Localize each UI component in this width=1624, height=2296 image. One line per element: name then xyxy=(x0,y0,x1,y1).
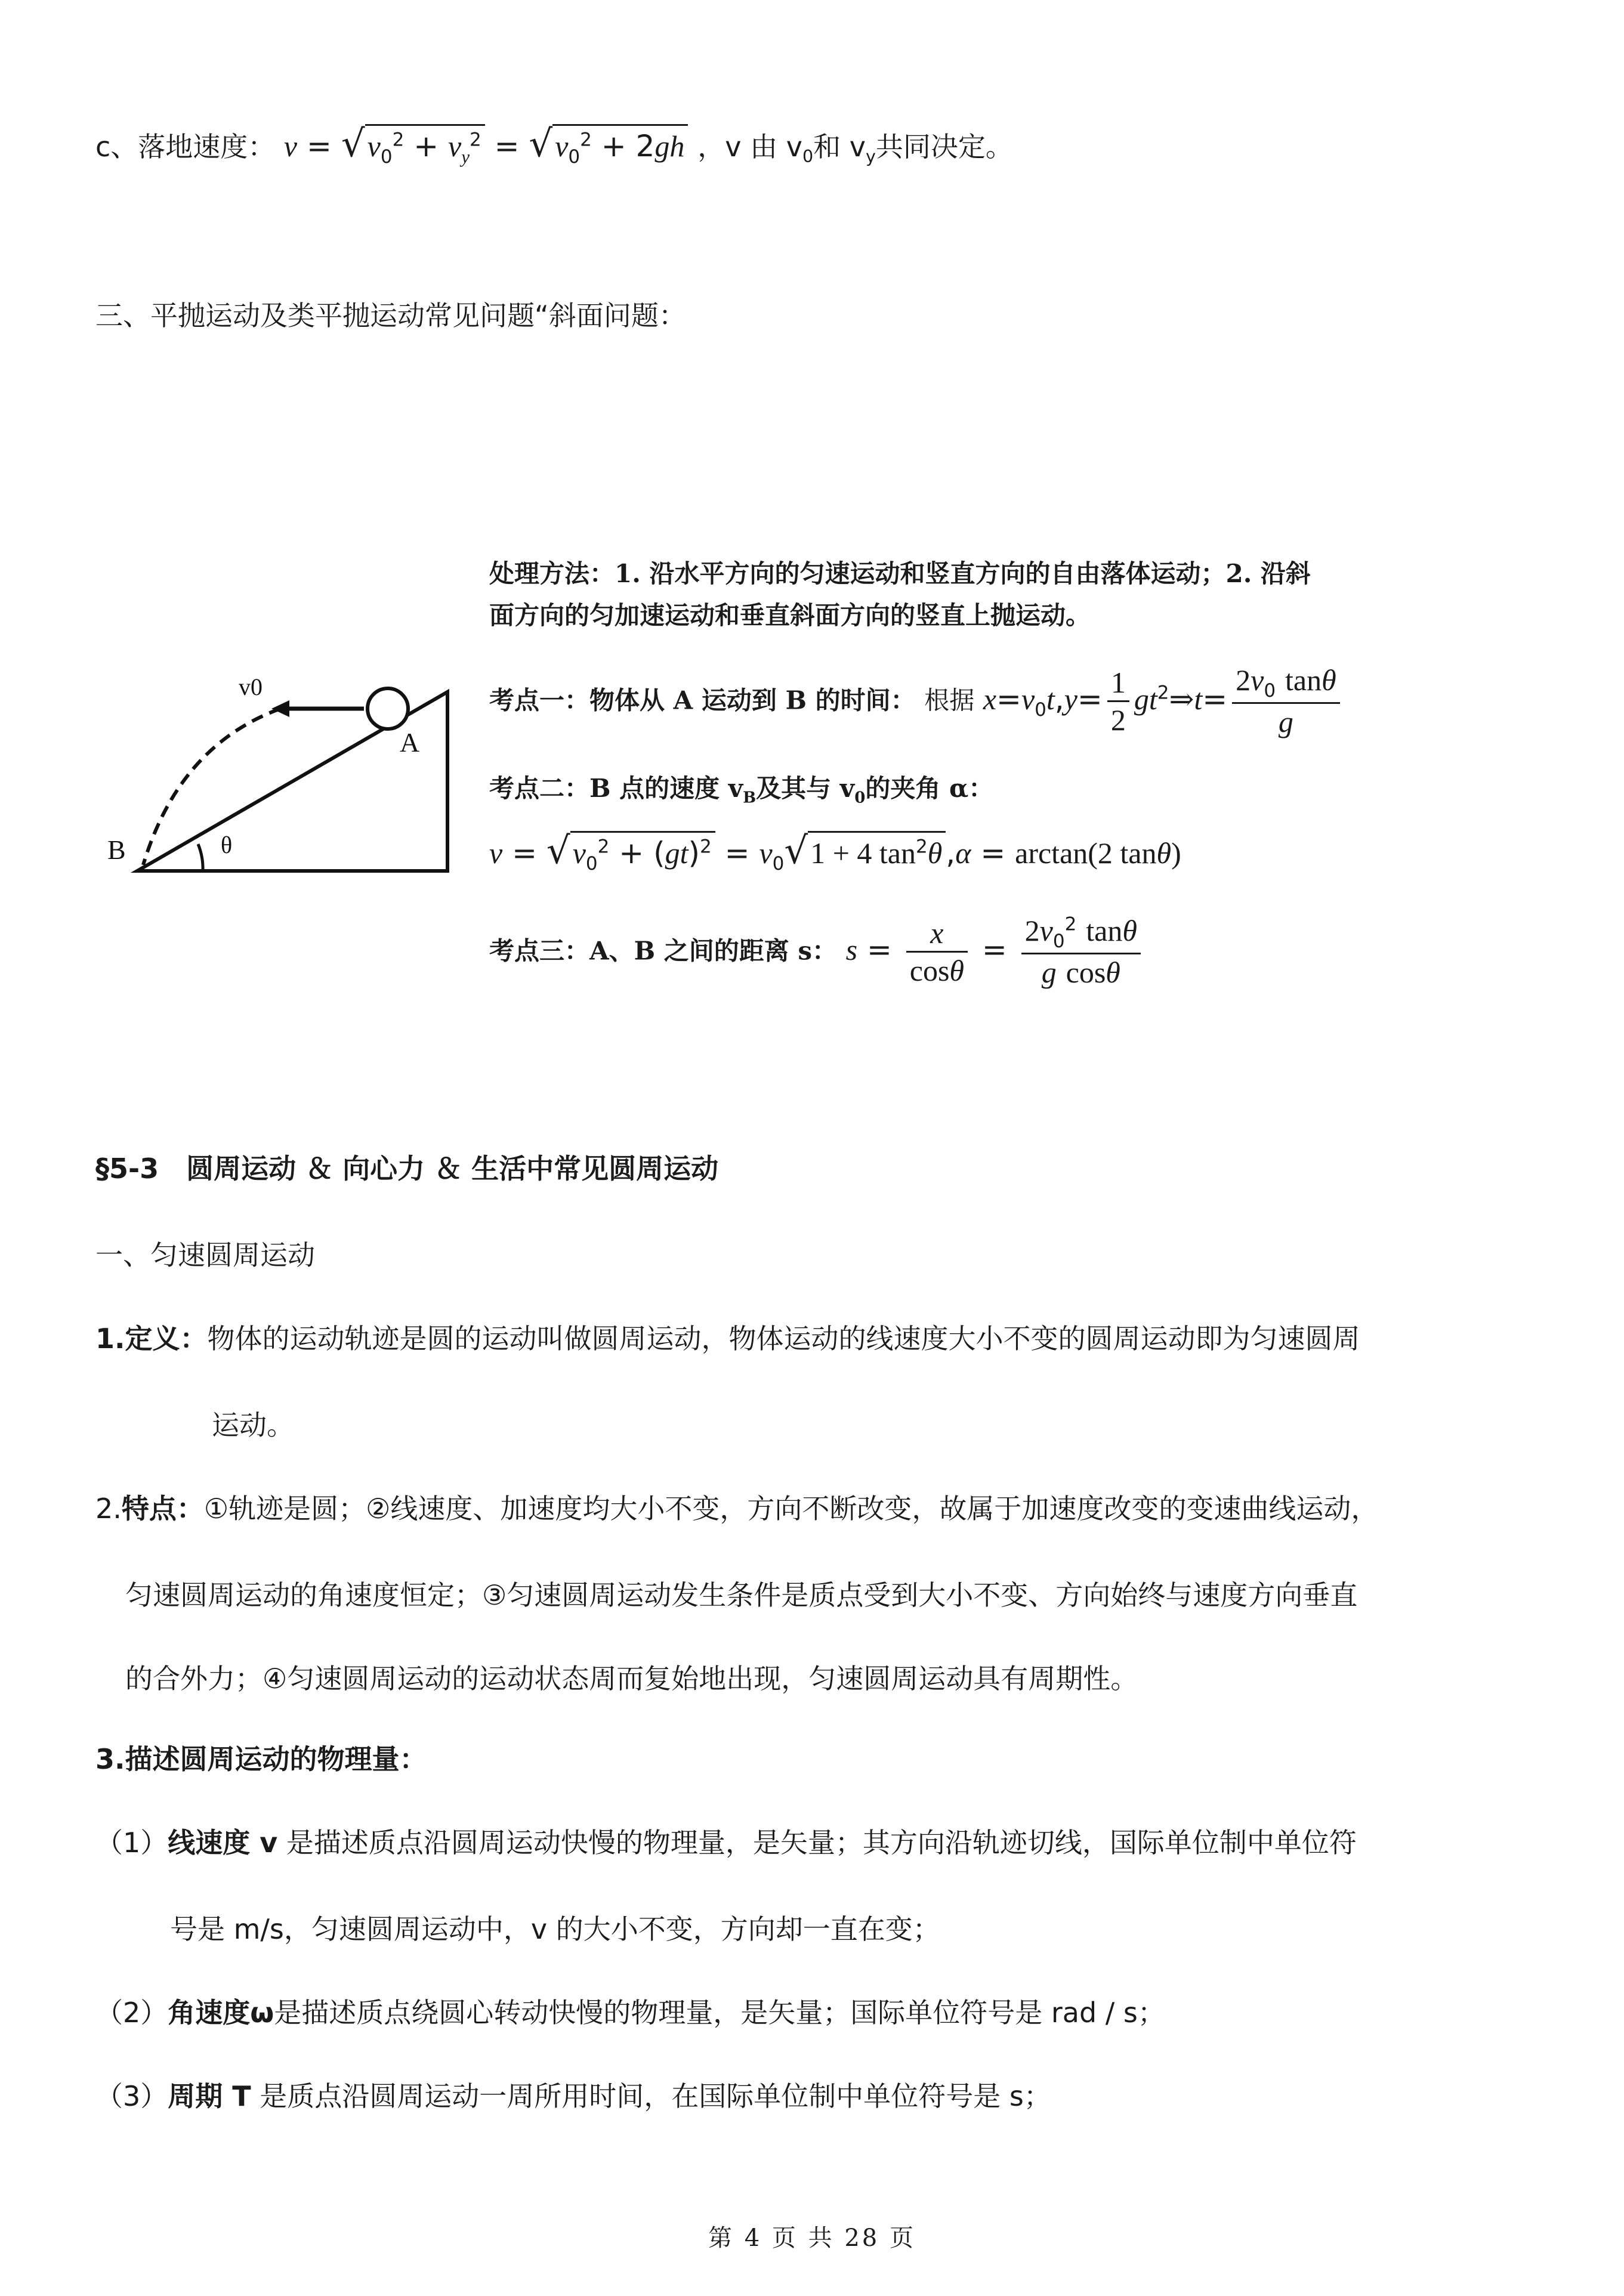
quantities-title: 3.描述圆周运动的物理量： xyxy=(95,1743,427,1775)
q3-line: （3）周期 T 是质点沿圆周运动一周所用时间，在国际单位制中单位符号是 s； xyxy=(95,2080,1051,2112)
feature-line-3: 的合外力；④匀速圆周运动的运动状态周而复始地出现，匀速圆周运动具有周期性。 xyxy=(125,1662,1138,1695)
page-footer: 第 4 页 共 28 页 xyxy=(708,2224,916,2252)
landing-velocity-line xyxy=(95,119,1013,169)
q3-bold: 周期 T xyxy=(168,2080,251,2112)
kaodian3-label: 考点三：A、B 之间的距离 s： xyxy=(489,936,837,966)
def-label: 1.定义： xyxy=(95,1322,208,1355)
q2-line: （2）角速度ω是描述质点绕圆心转动快慢的物理量，是矢量；国际单位符号是 rad / s； xyxy=(95,1997,1165,2029)
method-line-2: 面方向的匀加速运动和垂直斜面方向的竖直上抛运动。 xyxy=(489,601,1091,630)
label-theta: θ xyxy=(221,832,233,858)
method-line-1: 处理方法：1. 沿水平方向的匀速运动和竖直方向的自由落体运动；2. 沿斜 xyxy=(489,559,1311,588)
q1-bold: 线速度 v xyxy=(168,1827,278,1859)
def-line-1 xyxy=(95,1321,1360,1357)
kaodian1-prefix: 根据 xyxy=(924,685,975,715)
feature-line-1: 2.特点：①轨迹是圆；②线速度、加速度均大小不变，方向不断改变，故属于加速度改变的变速曲线运动， xyxy=(95,1492,1379,1525)
kaodian1-formula: $x=v_0t,y=$ $\frac{1}{2}$ $gt^2\Rightarrow t=$ $\frac{2v_0 \tan\theta}{g}$ xyxy=(983,682,1345,716)
kaodian1-label: 考点一：物体从 A 运动到 B 的时间： xyxy=(489,685,916,715)
kaodian1-line xyxy=(489,662,1345,740)
angle-arc xyxy=(198,844,203,871)
kaodian3-line xyxy=(489,913,1146,990)
feature-text-1: ①轨迹是圆；②线速度、加速度均大小不变，方向不断改变，故属于加速度改变的变速曲线运动， xyxy=(203,1492,1379,1525)
ball xyxy=(368,688,408,729)
landing-tail: ，v 由 $v_0$和 $v_y$共同决定。 xyxy=(697,131,1013,167)
incline-diagram xyxy=(101,662,459,889)
feature-label: 特点： xyxy=(121,1492,204,1525)
kaodian3-formula: s = $\frac{x}{\cos\theta}$ = $\frac{2v_0^2 \tan\theta}{\text{g cosθ}}$ xyxy=(846,932,1146,967)
trajectory-dashed xyxy=(143,709,280,865)
label-A: A xyxy=(400,727,420,758)
def-line-2: 运动。 xyxy=(212,1409,294,1441)
def-text-1: 物体的运动轨迹是圆的运动叫做圆周运动，物体运动的线速度大小不变的圆周运动即为匀速圆周 xyxy=(207,1322,1360,1355)
landing-formula: $v = √v_0^2 + v_y^2 = √v_0^2 + 2gh$ xyxy=(284,129,697,163)
label-B: B xyxy=(107,835,126,865)
q1-line-2: 号是 m/s，匀速圆周运动中，v 的大小不变，方向却一直在变； xyxy=(170,1913,940,1945)
velocity-arrowhead xyxy=(271,700,289,717)
landing-label: c、落地速度： xyxy=(95,131,276,163)
kaodian2-formula: $v = √v_0^2 + (gt)^2 = v_0√1 + 4$ $\tan^2\theta$ ,α = arctan(2 tanθ) xyxy=(489,826,1181,876)
q1-line-1: （1）线速度 v 是描述质点沿圆周运动快慢的物理量，是矢量；其方向沿轨迹切线，国际单位制中单位符 xyxy=(95,1827,1357,1859)
kaodian2-label-line: 考点二：B 点的速度 $v_B$及其与 $v_0$的夹角 α： xyxy=(489,774,994,807)
section53-title: §5-3 圆周运动 ＆ 向心力 ＆ 生活中常见圆周运动 xyxy=(95,1152,719,1185)
sub1-title: 一、匀速圆周运动 xyxy=(95,1239,315,1271)
section3-title: 三、平抛运动及类平抛运动常见问题“斜面问题： xyxy=(95,299,686,332)
q2-bold: 角速度ω xyxy=(168,1997,274,2029)
feature-line-2: 匀速圆周运动的角速度恒定；③匀速圆周运动发生条件是质点受到大小不变、方向始终与速度方向垂直 xyxy=(125,1579,1358,1611)
label-v0: v0 xyxy=(239,673,263,700)
